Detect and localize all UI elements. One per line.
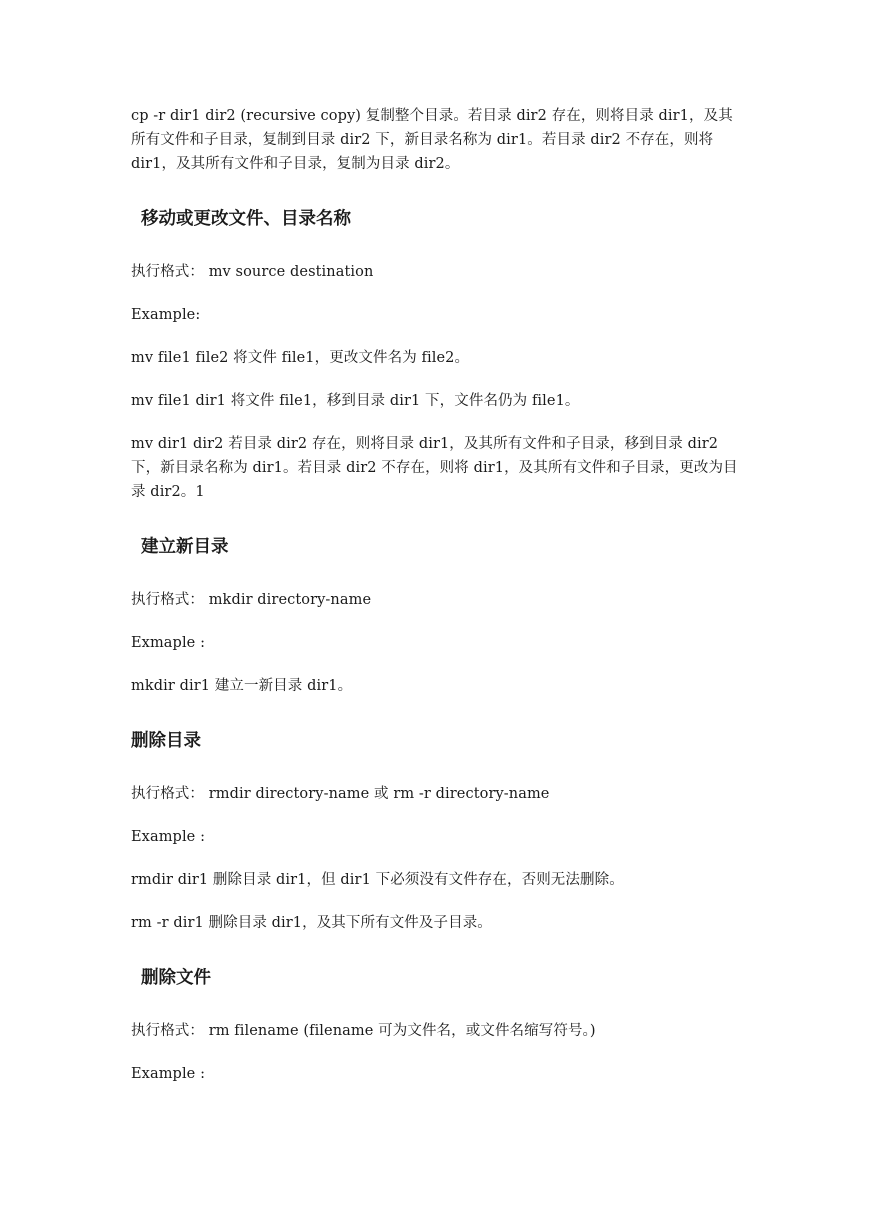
rmdir-format: 执行格式： rmdir directory-name 或 rm -r directory-name bbox=[131, 786, 550, 802]
cp-recursive-paragraph: cp -r dir1 dir2 (recursive copy) 复制整个目录。若目录 dir2 存在，则将目录 dir1，及其所有文件和子目录，复制到目录 dir2 下，新目录名称为 dir1。若目录 dir2 不存在，则将 dir1，及其所有文件和子目录，复制为目录 dir2。 bbox=[131, 108, 733, 172]
mkdir-example-1: mkdir dir1 建立一新目录 dir1。 bbox=[131, 678, 353, 694]
mv-example-label: Example: bbox=[131, 307, 201, 323]
mv-section-title: 移动或更改文件、目录名称 bbox=[141, 209, 351, 229]
rm-format: 执行格式： rm filename (filename 可为文件名，或文件名缩写符号。) bbox=[131, 1023, 596, 1039]
mkdir-section-title: 建立新目录 bbox=[141, 537, 229, 557]
rmdir-example-1: rmdir dir1 删除目录 dir1，但 dir1 下必须没有文件存在，否则无法删除。 bbox=[131, 872, 624, 888]
mv-example-2: mv file1 dir1 将文件 file1，移到目录 dir1 下，文件名仍为 file1。 bbox=[131, 393, 580, 409]
rm-section-title: 删除文件 bbox=[141, 968, 211, 988]
rmdir-example-2: rm -r dir1 删除目录 dir1，及其下所有文件及子目录。 bbox=[131, 915, 492, 931]
mv-example-1: mv file1 file2 将文件 file1，更改文件名为 file2。 bbox=[131, 350, 470, 366]
rmdir-example-label: Example : bbox=[131, 829, 206, 845]
rm-example-label: Example : bbox=[131, 1066, 206, 1082]
rmdir-section-title: 删除目录 bbox=[131, 731, 201, 751]
mkdir-format: 执行格式： mkdir directory-name bbox=[131, 592, 372, 608]
document-page bbox=[131, 104, 741, 1105]
mkdir-example-label: Exmaple : bbox=[131, 635, 206, 651]
mv-example-3: mv dir1 dir2 若目录 dir2 存在，则将目录 dir1，及其所有文件和子目录，移到目录 dir2 下，新目录名称为 dir1。若目录 dir2 不存在，则将 dir1，及其所有文件和子目录，更改为目录 dir2。1 bbox=[131, 436, 738, 500]
mv-format: 执行格式： mv source destination bbox=[131, 264, 374, 280]
